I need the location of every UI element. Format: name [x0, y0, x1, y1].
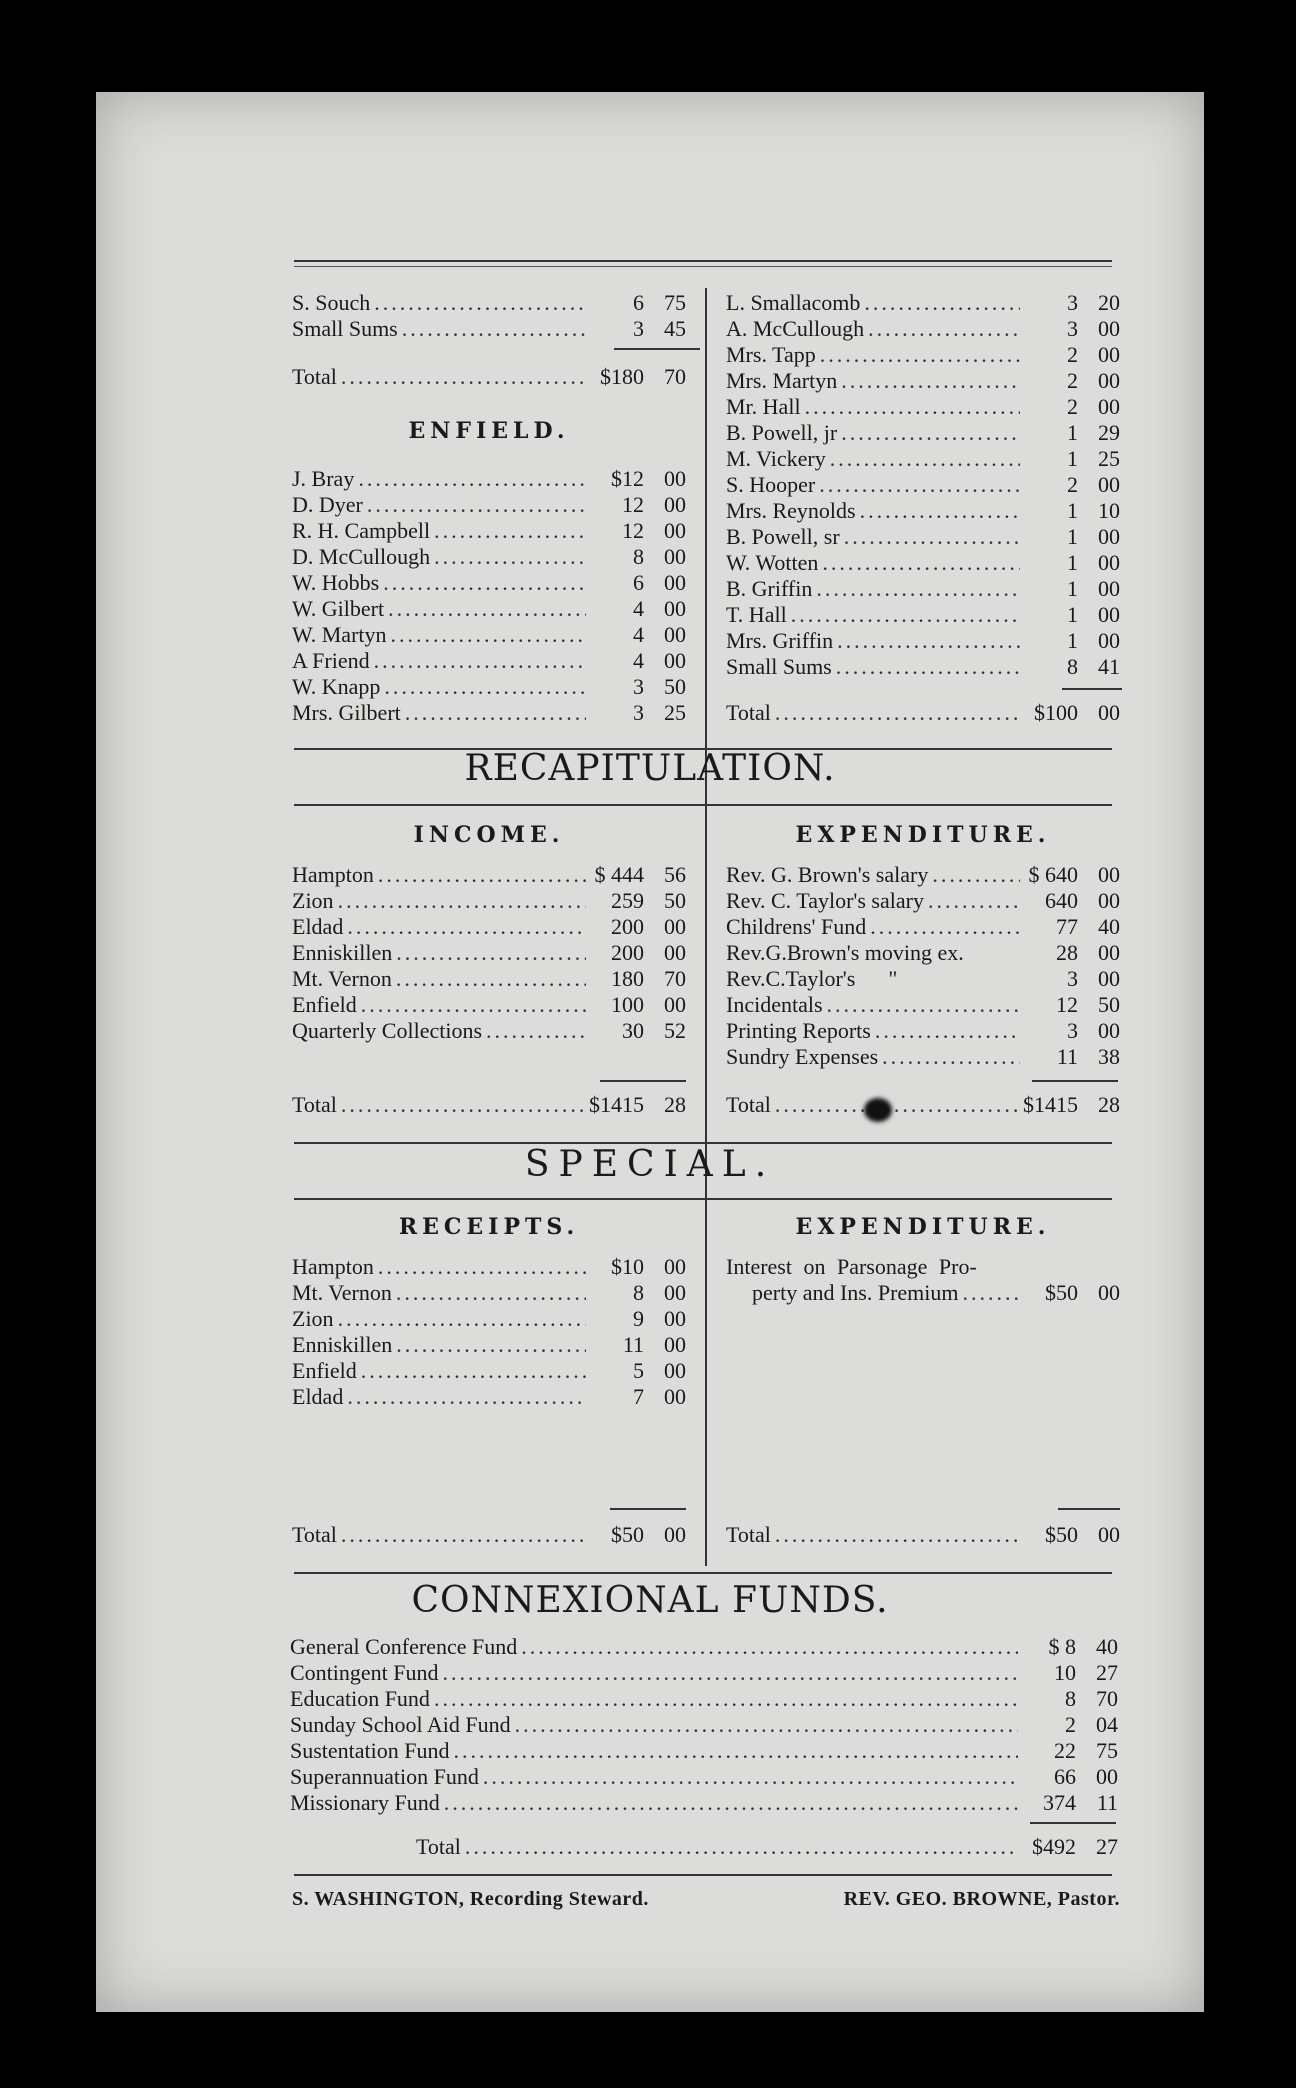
special-expenditure-total: [726, 1522, 1120, 1548]
list-item: Mrs. Tapp ..... 2 00: [726, 342, 1120, 368]
top-right-total: [726, 700, 1120, 726]
list-item: S. Hooper ..... 2 00: [726, 472, 1120, 498]
receipts-heading: RECEIPTS.: [398, 1214, 580, 1240]
top-rule-second: [294, 266, 1112, 267]
list-item: B. Powell, jr ..... 1 29: [726, 420, 1120, 446]
list-item: Contingent Fund ..... 10 27: [290, 1660, 1118, 1686]
enfield-heading: ENFIELD.: [408, 418, 570, 444]
footer-rule: [294, 1874, 1112, 1876]
list-item: W. Hobbs ..... 6 00: [292, 570, 686, 596]
recapitulation-heading: RECAPITULATION.: [464, 748, 836, 789]
list-item: J. Bray ..... $12 00: [292, 466, 686, 492]
section-rule: [294, 1572, 1112, 1574]
receipts-list: [292, 1254, 686, 1410]
expenditure-total: [726, 1092, 1120, 1118]
total-row: Total ..... $1415 28: [292, 1092, 686, 1118]
recording-steward: S. WASHINGTON, Recording Steward.: [292, 1888, 649, 1910]
list-item: B. Powell, sr ..... 1 00: [726, 524, 1120, 550]
list-item: Rev.C.Taylor's " 3 00: [726, 966, 1120, 991]
list-item: Mrs. Gilbert ..... 3 25: [292, 700, 686, 726]
list-item: Interest on Parsonage Pro-: [726, 1254, 977, 1279]
list-item: Small Sums ..... 3 45: [292, 316, 686, 342]
list-item: Sunday School Aid Fund ..... 2 04: [290, 1712, 1118, 1738]
list-item: S. Souch ..... 6 75: [292, 290, 686, 316]
list-item: W. Knapp ..... 3 50: [292, 674, 686, 700]
list-item: Enfield ..... 100 00: [292, 992, 686, 1018]
section-rule: [294, 804, 1112, 806]
list-item: Eldad ..... 200 00: [292, 914, 686, 940]
list-item: A Friend ..... 4 00: [292, 648, 686, 674]
list-item: Enniskillen ..... 200 00: [292, 940, 686, 966]
list-item: Incidentals ..... 12 50: [726, 992, 1120, 1018]
list-item: B. Griffin ..... 1 00: [726, 576, 1120, 602]
list-item: Hampton ..... $ 444 56: [292, 862, 686, 888]
top-left-list: [292, 290, 686, 342]
section-rule: [294, 1198, 1112, 1200]
list-item: W. Gilbert ..... 4 00: [292, 596, 686, 622]
connexional-heading: CONNEXIONAL FUNDS.: [411, 1580, 889, 1621]
sum-line: [1058, 1508, 1120, 1510]
list-item: W. Martyn ..... 4 00: [292, 622, 686, 648]
document-page: [96, 92, 1204, 2012]
income-list: [292, 862, 686, 1044]
column-divider: [705, 1202, 707, 1566]
expenditure-heading: EXPENDITURE.: [795, 822, 1051, 848]
list-item: Superannuation Fund ..... 66 00: [290, 1764, 1118, 1790]
list-item: Hampton ..... $10 00: [292, 1254, 686, 1280]
total-row: Total ..... $50 00: [726, 1522, 1120, 1548]
sum-line: [1030, 1822, 1116, 1824]
list-item: Mt. Vernon ..... 180 70: [292, 966, 686, 992]
list-item: Small Sums ..... 8 41: [726, 654, 1120, 680]
income-heading: INCOME.: [413, 822, 565, 848]
list-item: Sustentation Fund ..... 22 75: [290, 1738, 1118, 1764]
list-item: Zion ..... 9 00: [292, 1306, 686, 1332]
connexional-total: [416, 1834, 1118, 1860]
list-item: L. Smallacomb ..... 3 20: [726, 290, 1120, 316]
list-item: Mrs. Reynolds ..... 1 10: [726, 498, 1120, 524]
list-item: Mrs. Griffin ..... 1 00: [726, 628, 1120, 654]
special-heading: SPECIAL.: [524, 1144, 776, 1185]
pastor-signature: REV. GEO. BROWNE, Pastor.: [843, 1888, 1120, 1910]
ink-blot: [864, 1098, 892, 1122]
list-item: Rev. G. Brown's salary ..... $ 640 00: [726, 862, 1120, 888]
list-item: perty and Ins. Premium ..... $50 00: [726, 1280, 1120, 1306]
total-row: Total ..... $492 27: [416, 1834, 1118, 1860]
list-item: D. McCullough ..... 8 00: [292, 544, 686, 570]
income-total: [292, 1092, 686, 1118]
list-item: General Conference Fund ..... $ 8 40: [290, 1634, 1118, 1660]
list-item: Childrens' Fund ..... 77 40: [726, 914, 1120, 940]
top-right-list: [726, 290, 1120, 680]
top-left-total: [292, 364, 686, 390]
column-divider: [705, 288, 707, 822]
special-expenditure-heading: EXPENDITURE.: [795, 1214, 1051, 1240]
list-item: Eldad ..... 7 00: [292, 1384, 686, 1410]
sum-line: [600, 1080, 686, 1082]
list-item: Enniskillen ..... 11 00: [292, 1332, 686, 1358]
special-expenditure-list: [726, 1254, 1120, 1306]
expenditure-list: [726, 862, 1120, 1070]
total-row: Total ..... $100 00: [726, 700, 1120, 726]
total-row: Total ..... $1415 28: [726, 1092, 1120, 1118]
list-item: Enfield ..... 5 00: [292, 1358, 686, 1384]
list-item: A. McCullough ..... 3 00: [726, 316, 1120, 342]
total-row: Total ..... $180 70: [292, 364, 686, 390]
receipts-total: [292, 1522, 686, 1548]
list-item: Rev.G.Brown's moving ex. 28 00: [726, 940, 1120, 965]
sum-line: [1062, 688, 1122, 690]
list-item: D. Dyer ..... 12 00: [292, 492, 686, 518]
list-item: M. Vickery ..... 1 25: [726, 446, 1120, 472]
list-item: R. H. Campbell ..... 12 00: [292, 518, 686, 544]
enfield-list: [292, 466, 686, 726]
sum-line: [1032, 1080, 1118, 1082]
list-item: Missionary Fund ..... 374 11: [290, 1790, 1118, 1816]
sum-line: [614, 348, 700, 350]
list-item: Mr. Hall ..... 2 00: [726, 394, 1120, 420]
list-item: Rev. C. Taylor's salary ..... 640 00: [726, 888, 1120, 914]
list-item: Zion ..... 259 50: [292, 888, 686, 914]
list-item: T. Hall ..... 1 00: [726, 602, 1120, 628]
connexional-list: [290, 1634, 1118, 1816]
list-item: Mrs. Martyn ..... 2 00: [726, 368, 1120, 394]
total-row: Total ..... $50 00: [292, 1522, 686, 1548]
sum-line: [610, 1508, 686, 1510]
list-item: W. Wotten ..... 1 00: [726, 550, 1120, 576]
list-item: Printing Reports ..... 3 00: [726, 1018, 1120, 1044]
list-item: Education Fund ..... 8 70: [290, 1686, 1118, 1712]
list-item: Mt. Vernon ..... 8 00: [292, 1280, 686, 1306]
list-item: Quarterly Collections ..... 30 52: [292, 1018, 686, 1044]
list-item: Sundry Expenses ..... 11 38: [726, 1044, 1120, 1070]
top-rule: [294, 260, 1112, 262]
